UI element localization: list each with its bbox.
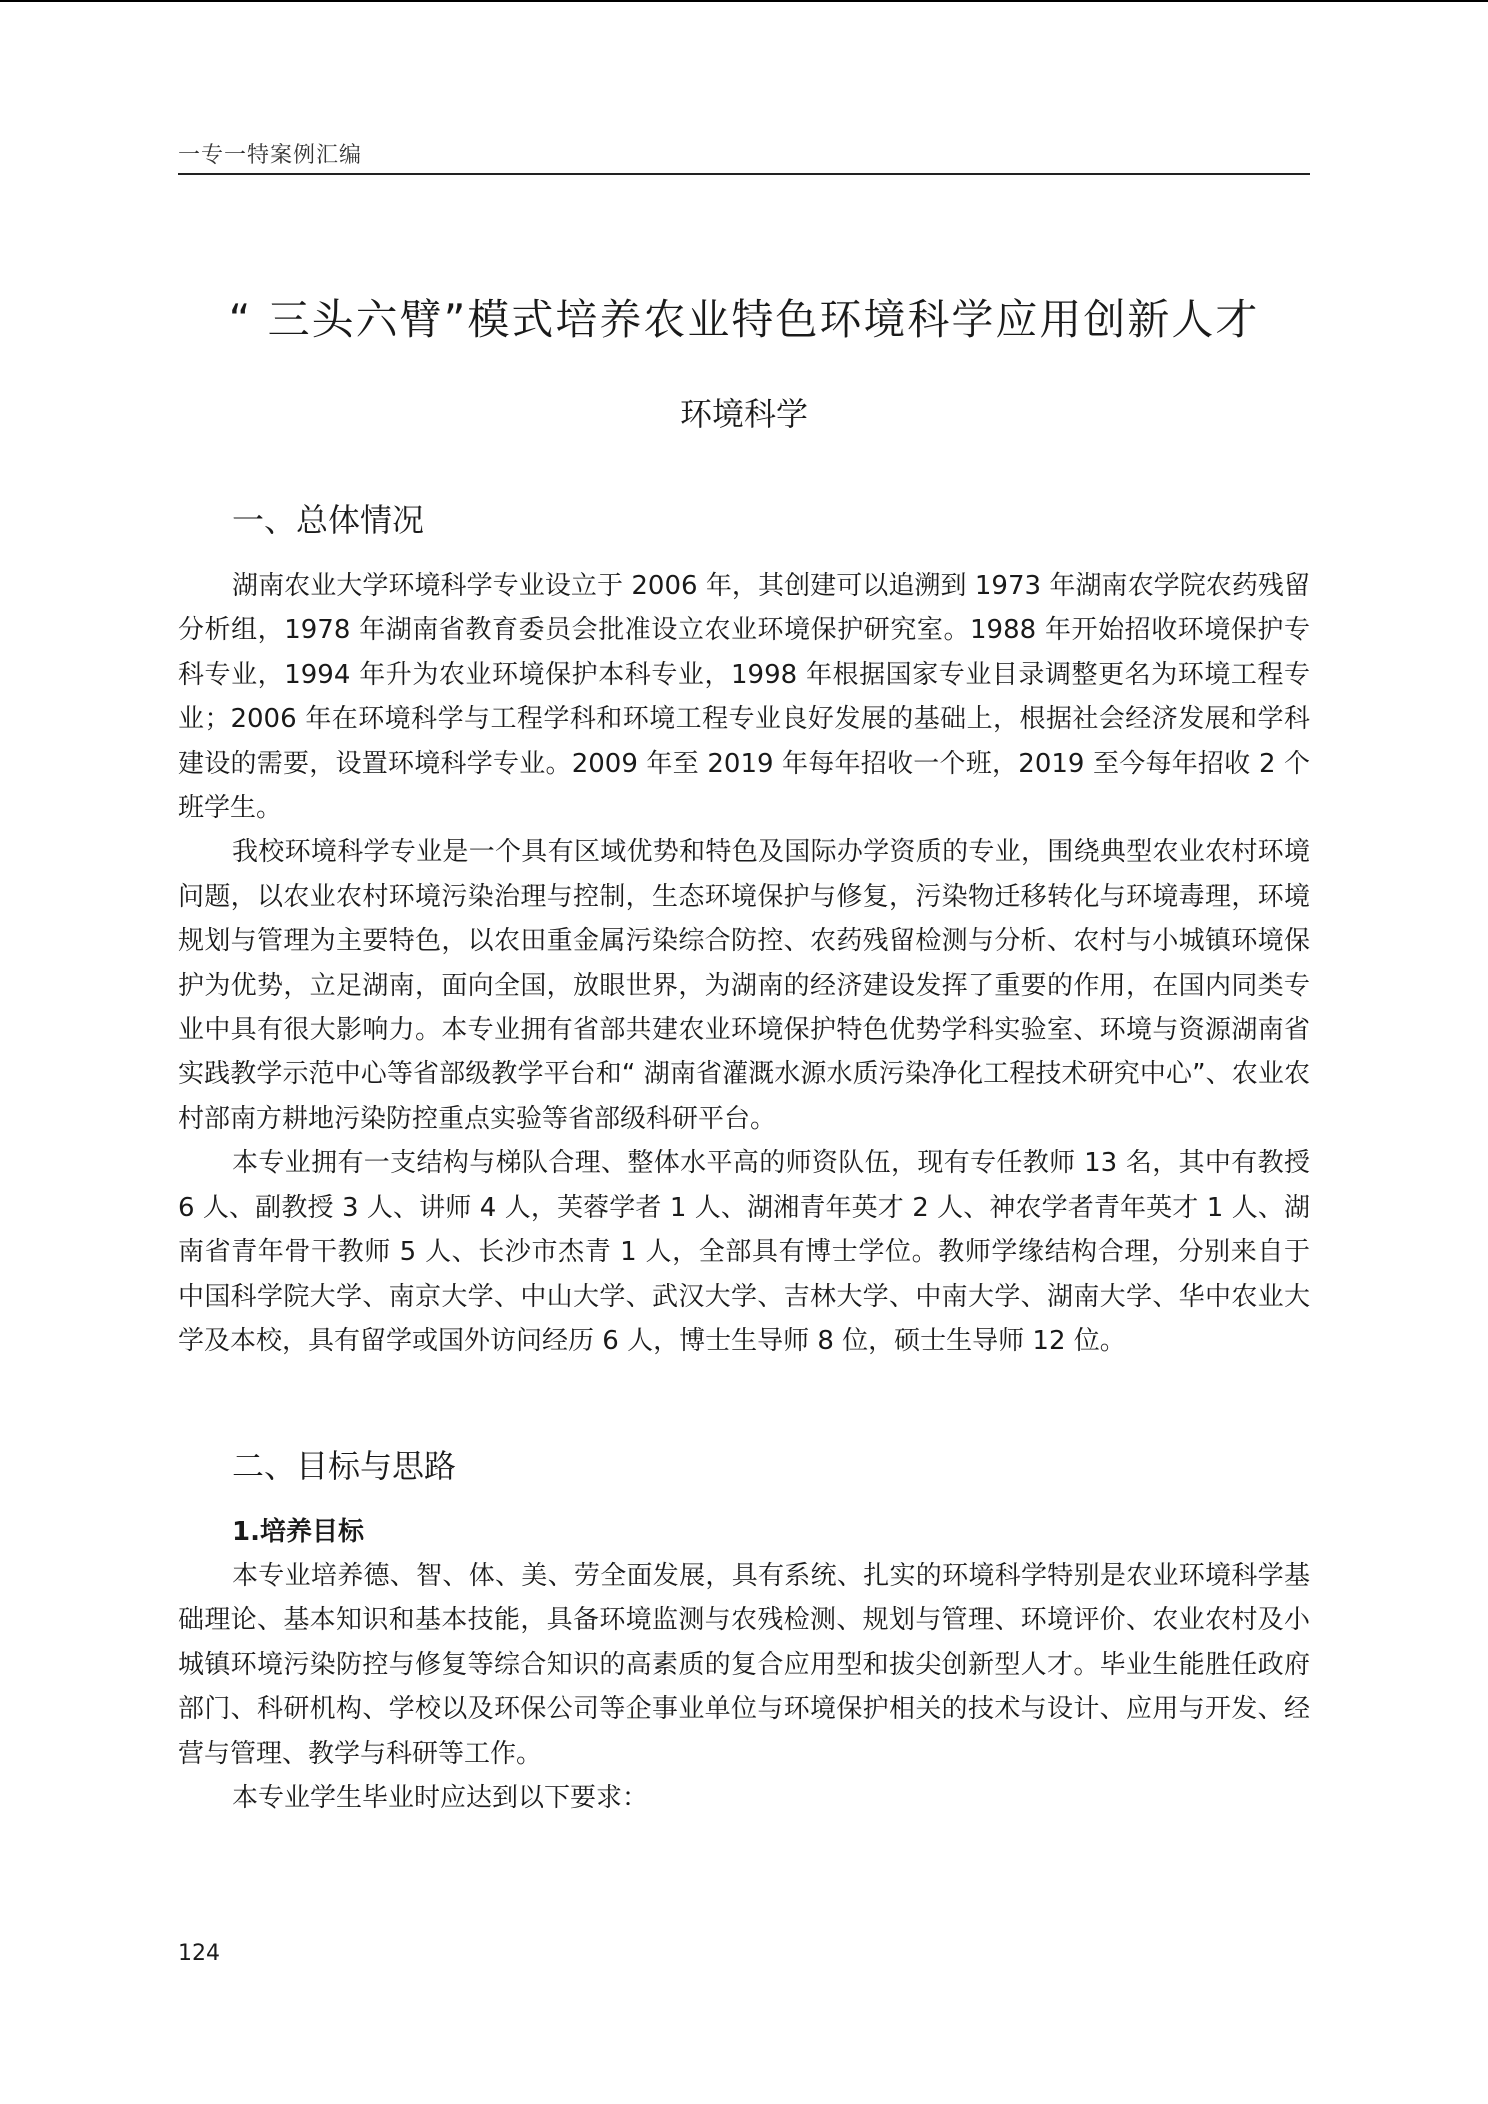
document-subtitle: 环境科学 bbox=[679, 395, 808, 433]
section-heading-goals: 二、目标与思路 bbox=[232, 1447, 457, 1485]
section-heading-overview: 一、总体情况 bbox=[232, 501, 425, 539]
page-number: 124 bbox=[178, 1941, 220, 1966]
paragraph: 本专业学生毕业时应达到以下要求： bbox=[232, 1783, 649, 1814]
paragraph: 湖南农业大学环境科学专业设立于 2006 年，其创建可以追溯到 1973 年湖南农学院农药残留分析组，1978 年湖南省教育委员会批准设立农业环境保护研究室。1988 年开始招收环境保护专科专业，1994 年升为农业环境保护本科专业，1998 年根据国家专业目录调整更名为环境工程专业；2006 年在环境科学与工程学科和环境工程专业良好发展的基础上，根据社会经济发展和学科建设的需要，设置环境科学专业。2009 年至 2019 年每年招收一个班，2019 至今每年招收 2 个班学生。 bbox=[178, 571, 1310, 824]
running-header: 一专一特案例汇编 bbox=[178, 143, 363, 168]
page-top-border bbox=[0, 0, 1488, 2]
paragraph: 本专业拥有一支结构与梯队合理、整体水平高的师资队伍，现有专任教师 13 名，其中有教授 6 人、副教授 3 人、讲师 4 人，芙蓉学者 1 人、湖湘青年英才 2 人、神农学者青年英才 1 人、湖南省青年骨干教师 5 人、长沙市杰青 1 人，全部具有博士学位。教师学缘结构合理，分别来自于中国科学院大学、南京大学、中山大学、武汉大学、吉林大学、中南大学、湖南大学、华中农业大学及本校，具有留学或国外访问经历 6 人，博士生导师 8 位，硕士生导师 12 位。 bbox=[178, 1148, 1310, 1356]
section-overview-body bbox=[178, 564, 1310, 1363]
document-title: “ 三头六臂”模式培养农业特色环境科学应用创新人才 bbox=[228, 295, 1260, 344]
section-goals-body bbox=[178, 1554, 1310, 1820]
header-rule bbox=[178, 173, 1310, 175]
paragraph: 本专业培养德、智、体、美、劳全面发展，具有系统、扎实的环境科学特别是农业环境科学基础理论、基本知识和基本技能，具备环境监测与农残检测、规划与管理、环境评价、农业农村及小城镇环境污染防控与修复等综合知识的高素质的复合应用型和拔尖创新型人才。毕业生能胜任政府部门、科研机构、学校以及环保公司等企事业单位与环境保护相关的技术与设计、应用与开发、经营与管理、教学与科研等工作。 bbox=[178, 1561, 1310, 1769]
paragraph: 我校环境科学专业是一个具有区域优势和特色及国际办学资质的专业，围绕典型农业农村环境问题，以农业农村环境污染治理与控制，生态环境保护与修复，污染物迁移转化与环境毒理，环境规划与管理为主要特色，以农田重金属污染综合防控、农药残留检测与分析、农村与小城镇环境保护为优势，立足湖南，面向全国，放眼世界，为湖南的经济建设发挥了重要的作用，在国内同类专业中具有很大影响力。本专业拥有省部共建农业环境保护特色优势学科实验室、环境与资源湖南省实践教学示范中心等省部级教学平台和“ 湖南省灌溉水源水质污染净化工程技术研究中心”、农业农村部南方耕地污染防控重点实验等省部级科研平台。 bbox=[178, 837, 1310, 1134]
subheading-training-goal: 1.培养目标 bbox=[232, 1517, 364, 1547]
